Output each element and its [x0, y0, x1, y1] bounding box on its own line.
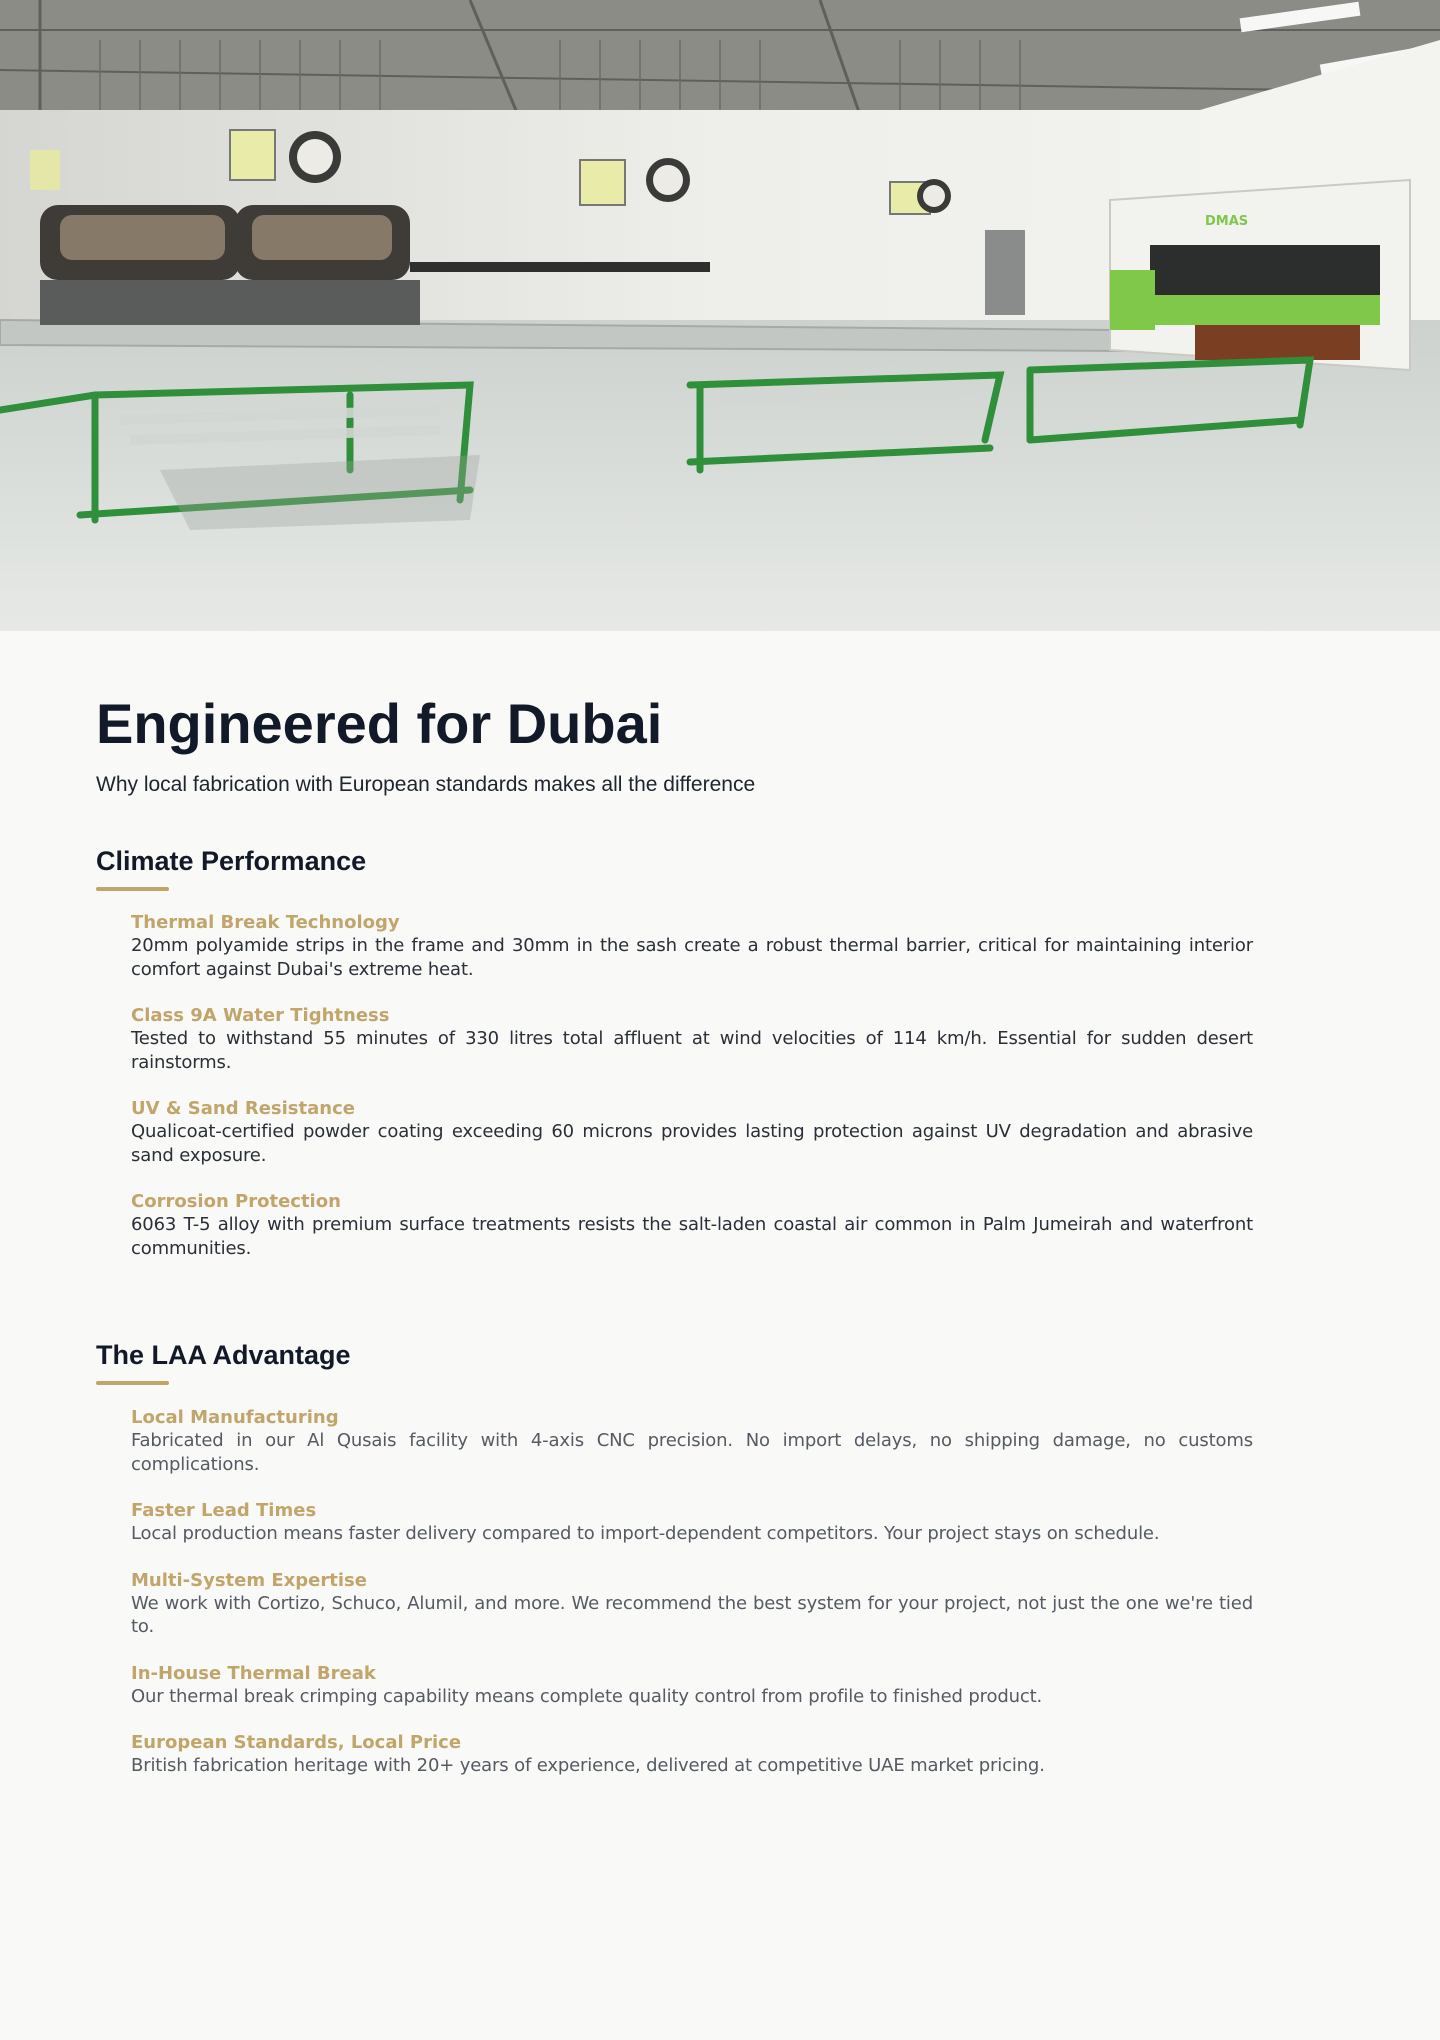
section-climate-performance: [96, 844, 1254, 1260]
section-heading: Climate Performance: [96, 846, 367, 876]
item-title: Thermal Break Technology: [131, 912, 400, 933]
item-text: Fabricated in our Al Qusais facility with 4-axis CNC precision. No import delays, no shipping damage, no customs complications.: [131, 1430, 1253, 1475]
section-heading: The LAA Advantage: [96, 1340, 351, 1370]
page-title: Engineered for Dubai: [96, 692, 663, 755]
list-item: [131, 1569, 1253, 1639]
list-item: [131, 1731, 1253, 1778]
item-text: 6063 T-5 alloy with premium surface treatments resists the salt-laden coastal air common in Palm Jumeirah and waterfront communities.: [131, 1214, 1253, 1259]
heading-underline: [96, 1381, 169, 1385]
item-text: Qualicoat-certified powder coating exceeding 60 microns provides lasting protection against UV degradation and abrasive sand exposure.: [131, 1121, 1253, 1166]
heading-underline: [96, 887, 169, 891]
main-content: [96, 690, 1254, 1778]
item-title: Corrosion Protection: [131, 1191, 341, 1212]
list-item: [131, 1499, 1253, 1546]
item-text: 20mm polyamide strips in the frame and 30mm in the sash create a robust thermal barrier, critical for maintaining interior comfort against Dubai's extreme heat.: [131, 935, 1253, 980]
item-text: British fabrication heritage with 20+ years of experience, delivered at competitive UAE market pricing.: [131, 1755, 1045, 1776]
page-subtitle: Why local fabrication with European standards makes all the difference: [96, 773, 756, 796]
list-item: [131, 1097, 1253, 1167]
item-title: Faster Lead Times: [131, 1500, 317, 1521]
item-text: Tested to withstand 55 minutes of 330 litres total affluent at wind velocities of 114 km/h. Essential for sudden desert rainstorms.: [131, 1028, 1253, 1073]
section-laa-advantage: [96, 1338, 1254, 1778]
factory-floor-photo: [0, 0, 1440, 631]
list-item: [131, 1406, 1253, 1476]
list-item: [131, 1004, 1253, 1074]
item-text: Our thermal break crimping capability means complete quality control from profile to finished product.: [131, 1685, 1043, 1707]
item-title: European Standards, Local Price: [131, 1732, 462, 1753]
item-title: UV & Sand Resistance: [131, 1098, 355, 1119]
list-item: [131, 911, 1253, 981]
hero-image: [0, 0, 1440, 631]
item-title: Class 9A Water Tightness: [131, 1005, 390, 1026]
list-item: [131, 1662, 1253, 1709]
machine-label: DMAS: [1205, 214, 1249, 229]
item-text: We work with Cortizo, Schuco, Alumil, and more. We recommend the best system for your project, not just the one we're tied to.: [131, 1592, 1253, 1637]
item-title: Local Manufacturing: [131, 1407, 339, 1428]
list-item: [131, 1190, 1253, 1260]
item-title: In-House Thermal Break: [131, 1662, 376, 1684]
item-text: Local production means faster delivery compared to import-dependent competitors. Your project stays on schedule.: [131, 1523, 1160, 1544]
item-title: Multi-System Expertise: [131, 1569, 367, 1591]
